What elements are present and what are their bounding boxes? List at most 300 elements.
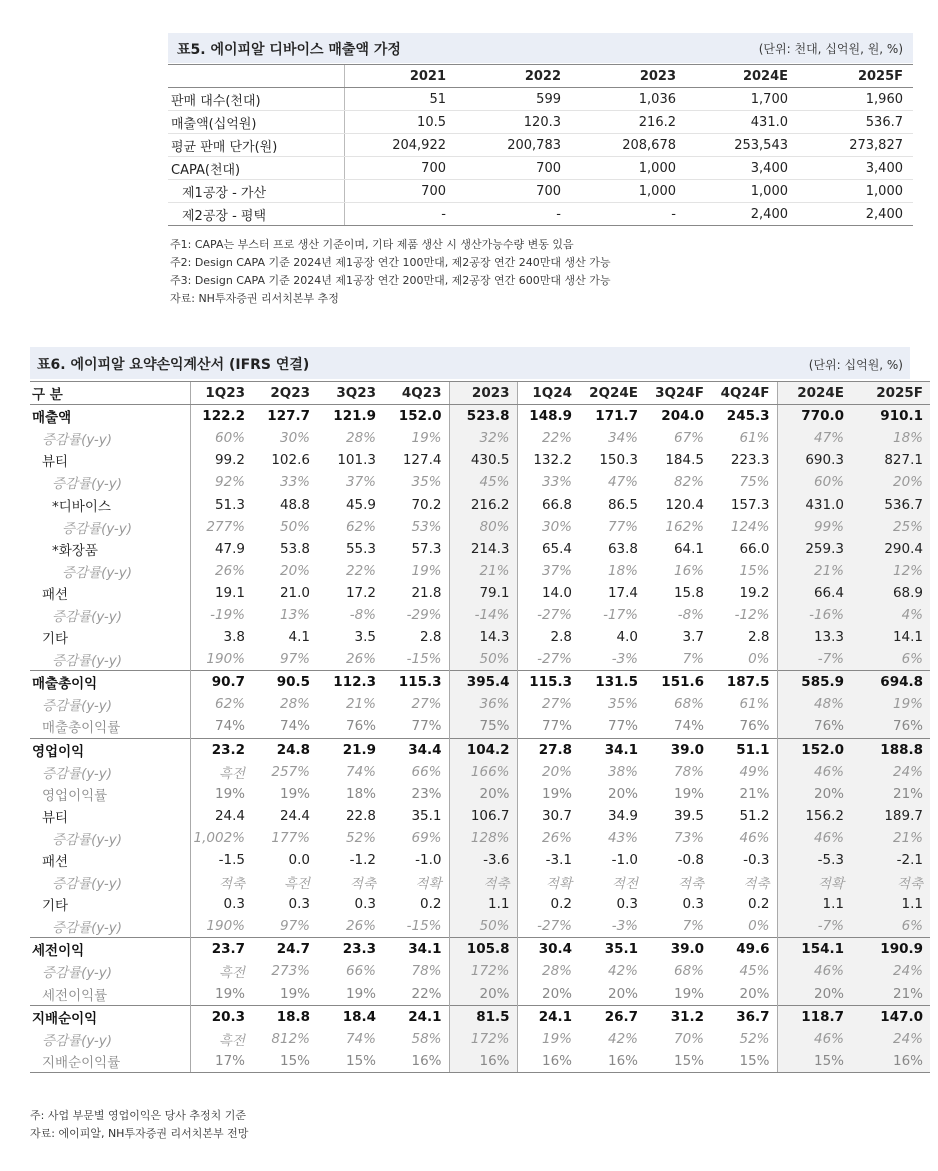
- cell-value: 19%: [673, 785, 704, 802]
- cell-value: -27%: [517, 604, 579, 626]
- cell-value: 20%: [851, 471, 930, 493]
- cell-value: 51.3: [190, 493, 252, 515]
- cell-value: 21%: [449, 560, 517, 582]
- row-label: 제1공장 - 가산: [168, 180, 344, 203]
- cell-value: 18%: [345, 785, 376, 802]
- cell-value: 16%: [851, 1050, 930, 1073]
- cell-value: 6%: [851, 648, 930, 671]
- cell-value: 223.3: [730, 452, 770, 469]
- cell-value: 690.3: [777, 449, 851, 471]
- cell-value: 55.3: [345, 540, 376, 557]
- cell-value: 70%: [673, 1030, 704, 1047]
- cell-value: 19%: [345, 985, 376, 1002]
- cell-value: 67%: [673, 430, 704, 447]
- cell-value: 120.3: [456, 111, 571, 134]
- cell-value: 22.8: [345, 807, 376, 824]
- cell-value: 147.0: [851, 1005, 930, 1028]
- cell-value: 12%: [851, 560, 930, 582]
- row-label: *화장품: [52, 542, 98, 559]
- cell-value: 43%: [607, 829, 638, 846]
- cell-value: 47%: [777, 427, 851, 449]
- cell-value: 20%: [279, 562, 310, 579]
- cell-value: 92%: [190, 471, 252, 493]
- cell-value: 6%: [851, 915, 930, 938]
- cell-value: 257%: [271, 763, 310, 780]
- cell-value: 127.7: [267, 408, 310, 425]
- cell-value: 49%: [739, 763, 770, 780]
- cell-value: 24.4: [190, 805, 252, 827]
- cell-value: 36.7: [711, 1005, 777, 1028]
- cell-value: -27%: [517, 915, 579, 938]
- cell-value: 115.3: [517, 671, 579, 694]
- cell-value: 77%: [517, 715, 579, 738]
- cell-value: -5.3: [777, 849, 851, 871]
- cell-value: 700: [344, 157, 456, 180]
- cell-value: 14.3: [449, 626, 517, 648]
- cell-value: 189.7: [851, 805, 930, 827]
- note-line: 주3: Design CAPA 기준 2024년 제1공장 연간 200만대, 제2공장 연간 600만대 생산 가능: [170, 274, 611, 287]
- cell-value: 1,036: [571, 88, 686, 111]
- table5-col-header: 2023: [571, 65, 686, 88]
- table6-income-statement: [30, 381, 930, 1073]
- cell-value: 53%: [411, 518, 442, 535]
- cell-value: 21.9: [317, 738, 383, 761]
- cell-value: 흑전: [190, 1028, 252, 1050]
- table5-col-header: 2024E: [686, 65, 798, 88]
- cell-value: 74%: [345, 763, 376, 780]
- cell-value: 적전: [611, 876, 638, 893]
- cell-value: 1.1: [851, 893, 930, 915]
- cell-value: 31.2: [645, 1005, 711, 1028]
- table-row: [30, 405, 930, 428]
- cell-value: 76%: [739, 718, 770, 735]
- cell-value: 47.9: [190, 538, 252, 560]
- cell-value: 15%: [252, 1050, 317, 1073]
- cell-value: 1.1: [449, 893, 517, 915]
- row-label: 증감률(y-y): [52, 876, 123, 893]
- cell-value: 2,400: [686, 203, 798, 226]
- cell-value: 770.0: [777, 405, 851, 428]
- cell-value: 61%: [739, 430, 770, 447]
- table-row: [168, 180, 913, 203]
- cell-value: 171.7: [595, 408, 638, 425]
- cell-value: 24%: [851, 960, 930, 982]
- cell-value: 115.3: [383, 671, 449, 694]
- cell-value: 적축: [677, 876, 704, 893]
- cell-value: 28%: [345, 430, 376, 447]
- cell-value: 66.4: [777, 582, 851, 604]
- cell-value: 245.3: [726, 408, 770, 425]
- table6-header-row: [30, 382, 930, 405]
- cell-value: 34.1: [579, 738, 645, 761]
- cell-value: 47%: [607, 474, 638, 491]
- cell-value: 122.2: [190, 405, 252, 428]
- cell-value: 적축: [743, 876, 770, 893]
- cell-value: 68%: [673, 696, 704, 713]
- row-label: 증감률(y-y): [42, 765, 113, 782]
- cell-value: 51.1: [711, 738, 777, 761]
- cell-value: 0.2: [748, 896, 770, 913]
- cell-value: 290.4: [851, 538, 930, 560]
- cell-value: 208,678: [571, 134, 686, 157]
- table6-notes: [30, 1107, 248, 1143]
- cell-value: 34%: [607, 430, 638, 447]
- cell-value: 694.8: [851, 671, 930, 694]
- row-label: 지배순이익: [30, 1005, 190, 1028]
- cell-value: 0.2: [517, 893, 579, 915]
- row-label: 증감률(y-y): [52, 920, 123, 937]
- cell-value: -12%: [734, 606, 770, 623]
- cell-value: 30.4: [517, 938, 579, 961]
- row-label: 기타: [42, 631, 69, 648]
- table-row: [30, 449, 930, 471]
- cell-value: 적축: [851, 871, 930, 893]
- row-label: 매출액(십억원): [168, 111, 344, 134]
- cell-value: 흑전: [283, 876, 310, 893]
- cell-value: 187.5: [711, 671, 777, 694]
- cell-value: 120.4: [665, 496, 704, 513]
- cell-value: 20%: [449, 983, 517, 1006]
- table-row: [30, 516, 930, 538]
- cell-value: 26%: [190, 560, 252, 582]
- cell-value: 68%: [673, 963, 704, 980]
- cell-value: 2,400: [798, 203, 913, 226]
- table-row: [30, 560, 930, 582]
- cell-value: 35%: [411, 474, 442, 491]
- cell-value: 430.5: [449, 449, 517, 471]
- cell-value: 90.7: [190, 671, 252, 694]
- cell-value: 4%: [851, 604, 930, 626]
- cell-value: 4.0: [616, 629, 638, 646]
- cell-value: 16%: [673, 562, 704, 579]
- cell-value: 17.4: [607, 584, 638, 601]
- row-label: 매출액: [32, 410, 72, 427]
- table-row: [168, 88, 913, 111]
- cell-value: 46%: [777, 827, 851, 849]
- cell-value: 166%: [449, 761, 517, 783]
- table-row: [30, 626, 930, 648]
- row-label: 증감률(y-y): [42, 1032, 113, 1049]
- cell-value: 38%: [607, 763, 638, 780]
- cell-value: 19.2: [739, 584, 770, 601]
- cell-value: 204.0: [661, 408, 704, 425]
- table6-col-header: 4Q23: [383, 382, 449, 405]
- row-label: 증감률(y-y): [52, 476, 123, 493]
- cell-value: 99.2: [190, 449, 252, 471]
- cell-value: 74%: [345, 1030, 376, 1047]
- cell-value: 82%: [673, 474, 704, 491]
- table-row: [30, 960, 930, 982]
- cell-value: 1.1: [777, 893, 851, 915]
- cell-value: 18%: [607, 562, 638, 579]
- cell-value: -7%: [777, 915, 851, 938]
- cell-value: -1.0: [611, 852, 638, 869]
- cell-value: 33%: [517, 471, 579, 493]
- cell-value: 156.2: [777, 805, 851, 827]
- table-row: [30, 938, 930, 961]
- cell-value: 77%: [411, 718, 442, 735]
- cell-value: 24.4: [279, 807, 310, 824]
- table-row: [168, 111, 913, 134]
- row-label: 패션: [42, 854, 69, 871]
- cell-value: 50%: [279, 518, 310, 535]
- cell-value: 150.3: [599, 452, 638, 469]
- cell-value: 20%: [449, 783, 517, 805]
- row-label: 증감률(y-y): [52, 608, 123, 625]
- cell-value: 102.6: [271, 452, 310, 469]
- cell-value: 190%: [190, 648, 252, 671]
- cell-value: 19%: [851, 693, 930, 715]
- cell-value: 45.9: [345, 496, 376, 513]
- cell-value: 1,960: [798, 88, 913, 111]
- cell-value: 76%: [345, 718, 376, 735]
- cell-value: 172%: [449, 960, 517, 982]
- cell-value: -8%: [677, 606, 704, 623]
- cell-value: 0.0: [288, 852, 310, 869]
- cell-value: 1,700: [686, 88, 798, 111]
- cell-value: 19%: [190, 783, 252, 805]
- cell-value: 66%: [345, 963, 376, 980]
- cell-value: -15%: [406, 918, 442, 935]
- cell-value: 431.0: [777, 493, 851, 515]
- cell-value: 19%: [673, 985, 704, 1002]
- table-row: [30, 582, 930, 604]
- cell-value: 28%: [279, 696, 310, 713]
- cell-value: -3%: [611, 918, 638, 935]
- cell-value: 190.9: [851, 938, 930, 961]
- cell-value: 52%: [345, 829, 376, 846]
- table5-col-header: [168, 65, 344, 88]
- cell-value: 50%: [449, 648, 517, 671]
- cell-value: 27.8: [517, 738, 579, 761]
- table6-col-header: 구 분: [30, 382, 190, 405]
- table-row: [30, 893, 930, 915]
- table6-col-header: 4Q24F: [711, 382, 777, 405]
- cell-value: 64.1: [673, 540, 704, 557]
- cell-value: 51.2: [739, 807, 770, 824]
- cell-value: 22%: [345, 562, 376, 579]
- cell-value: 52%: [739, 1030, 770, 1047]
- cell-value: 69%: [411, 829, 442, 846]
- cell-value: 90.5: [252, 671, 317, 694]
- cell-value: 48%: [777, 693, 851, 715]
- row-label: 세전이익률: [42, 987, 108, 1004]
- cell-value: 3,400: [686, 157, 798, 180]
- note-line: 자료: 에이피알, NH투자증권 리서치본부 전망: [30, 1127, 249, 1140]
- cell-value: 66.8: [517, 493, 579, 515]
- table-row: [30, 1050, 930, 1073]
- cell-value: 0.3: [190, 893, 252, 915]
- cell-value: 48.8: [279, 496, 310, 513]
- cell-value: 62%: [190, 693, 252, 715]
- cell-value: 15%: [317, 1050, 383, 1073]
- table-row: [30, 827, 930, 849]
- cell-value: 204,922: [344, 134, 456, 157]
- cell-value: 19%: [517, 1028, 579, 1050]
- cell-value: -3.1: [517, 849, 579, 871]
- cell-value: 78%: [673, 763, 704, 780]
- cell-value: 53.8: [279, 540, 310, 557]
- cell-value: 20%: [607, 985, 638, 1002]
- cell-value: 1,002%: [190, 827, 252, 849]
- cell-value: 81.5: [449, 1005, 517, 1028]
- cell-value: 49.6: [711, 938, 777, 961]
- cell-value: 200,783: [456, 134, 571, 157]
- cell-value: 15%: [711, 1050, 777, 1073]
- cell-value: 66.0: [739, 540, 770, 557]
- cell-value: 26.7: [579, 1005, 645, 1028]
- cell-value: 1,000: [686, 180, 798, 203]
- cell-value: 827.1: [851, 449, 930, 471]
- cell-value: 214.3: [449, 538, 517, 560]
- cell-value: 97%: [279, 651, 310, 668]
- cell-value: 148.9: [517, 405, 579, 428]
- table-row: [30, 783, 930, 805]
- cell-value: 2.8: [748, 629, 770, 646]
- cell-value: 99%: [777, 516, 851, 538]
- cell-value: 37%: [345, 474, 376, 491]
- cell-value: 30.7: [517, 805, 579, 827]
- cell-value: 259.3: [777, 538, 851, 560]
- cell-value: 0.2: [420, 896, 442, 913]
- table5-header-row: [168, 65, 913, 88]
- cell-value: 277%: [190, 516, 252, 538]
- cell-value: 68.9: [851, 582, 930, 604]
- cell-value: 24%: [851, 1028, 930, 1050]
- row-label: 제2공장 - 평택: [168, 203, 344, 226]
- cell-value: 25%: [851, 516, 930, 538]
- table-row: [30, 427, 930, 449]
- cell-value: 26%: [345, 918, 376, 935]
- row-label: 뷰티: [42, 809, 69, 826]
- cell-value: 2.8: [517, 626, 579, 648]
- cell-value: 74%: [190, 715, 252, 738]
- table-row: [30, 1028, 930, 1050]
- cell-value: 154.1: [777, 938, 851, 961]
- cell-value: 45%: [449, 471, 517, 493]
- cell-value: -27%: [517, 648, 579, 671]
- table5-col-header: 2025F: [798, 65, 913, 88]
- cell-value: 0%: [748, 918, 770, 935]
- row-label: 증감률(y-y): [42, 965, 113, 982]
- cell-value: -19%: [190, 604, 252, 626]
- row-label: 세전이익: [30, 938, 190, 961]
- cell-value: 104.2: [449, 738, 517, 761]
- cell-value: 700: [456, 180, 571, 203]
- cell-value: 74%: [673, 718, 704, 735]
- cell-value: 42%: [607, 1030, 638, 1047]
- cell-value: 24.1: [383, 1005, 449, 1028]
- cell-value: 20%: [777, 783, 851, 805]
- cell-value: 0.3: [682, 896, 704, 913]
- table5-col-header: 2021: [344, 65, 456, 88]
- cell-value: 77%: [607, 518, 638, 535]
- cell-value: 50%: [449, 915, 517, 938]
- table6-col-header: 1Q24: [517, 382, 579, 405]
- cell-value: 27%: [411, 696, 442, 713]
- cell-value: 157.3: [730, 496, 770, 513]
- cell-value: 10.5: [344, 111, 456, 134]
- cell-value: 2.8: [420, 629, 442, 646]
- table-row: [30, 849, 930, 871]
- cell-value: 66%: [411, 763, 442, 780]
- cell-value: 36%: [449, 693, 517, 715]
- cell-value: 적축: [349, 876, 376, 893]
- cell-value: -0.3: [743, 852, 770, 869]
- table-row: [30, 761, 930, 783]
- cell-value: 16%: [383, 1050, 449, 1073]
- cell-value: 62%: [345, 518, 376, 535]
- row-label: 증감률(y-y): [62, 564, 133, 581]
- cell-value: 13.3: [777, 626, 851, 648]
- row-label: 영업이익률: [42, 787, 108, 804]
- cell-value: 1,000: [571, 157, 686, 180]
- cell-value: 60%: [190, 427, 252, 449]
- cell-value: 13%: [279, 606, 310, 623]
- cell-value: 15%: [777, 1050, 851, 1073]
- cell-value: 20%: [517, 761, 579, 783]
- cell-value: 34.4: [383, 738, 449, 761]
- cell-value: 57.3: [411, 540, 442, 557]
- cell-value: 19%: [411, 562, 442, 579]
- cell-value: 26%: [517, 827, 579, 849]
- cell-value: 131.5: [579, 671, 645, 694]
- cell-value: 42%: [607, 963, 638, 980]
- cell-value: 26%: [345, 651, 376, 668]
- row-label: CAPA(천대): [168, 157, 344, 180]
- table-row: [30, 648, 930, 671]
- cell-value: 65.4: [517, 538, 579, 560]
- cell-value: 16%: [449, 1050, 517, 1073]
- cell-value: 78%: [411, 963, 442, 980]
- cell-value: -0.8: [677, 852, 704, 869]
- table-row: [168, 203, 913, 226]
- cell-value: 적축: [449, 871, 517, 893]
- cell-value: -16%: [777, 604, 851, 626]
- table5-device-sales-assumptions: [168, 64, 913, 226]
- table6-unit: (단위: 십억원, %): [808, 358, 903, 372]
- row-label: 매출총이익: [30, 671, 190, 694]
- cell-value: 700: [456, 157, 571, 180]
- cell-value: 77%: [607, 718, 638, 735]
- cell-value: 273%: [271, 963, 310, 980]
- cell-value: 19%: [279, 985, 310, 1002]
- cell-value: 101.3: [337, 452, 376, 469]
- cell-value: -: [344, 203, 456, 226]
- cell-value: 17%: [190, 1050, 252, 1073]
- cell-value: 46%: [777, 761, 851, 783]
- cell-value: 70.2: [411, 496, 442, 513]
- cell-value: 19%: [517, 783, 579, 805]
- cell-value: 105.8: [449, 938, 517, 961]
- cell-value: 61%: [739, 696, 770, 713]
- cell-value: 22%: [517, 427, 579, 449]
- row-label: 매출총이익률: [42, 720, 121, 737]
- cell-value: 39.0: [645, 938, 711, 961]
- cell-value: 24.8: [252, 738, 317, 761]
- cell-value: 216.2: [449, 493, 517, 515]
- cell-value: 39.0: [645, 738, 711, 761]
- cell-value: 적확: [415, 876, 442, 893]
- cell-value: 21%: [851, 983, 930, 1006]
- cell-value: 127.4: [402, 452, 442, 469]
- row-label: 증감률(y-y): [52, 653, 123, 670]
- cell-value: -2.1: [851, 849, 930, 871]
- cell-value: 58%: [411, 1030, 442, 1047]
- cell-value: -3.6: [449, 849, 517, 871]
- cell-value: 27%: [517, 693, 579, 715]
- cell-value: 63.8: [607, 540, 638, 557]
